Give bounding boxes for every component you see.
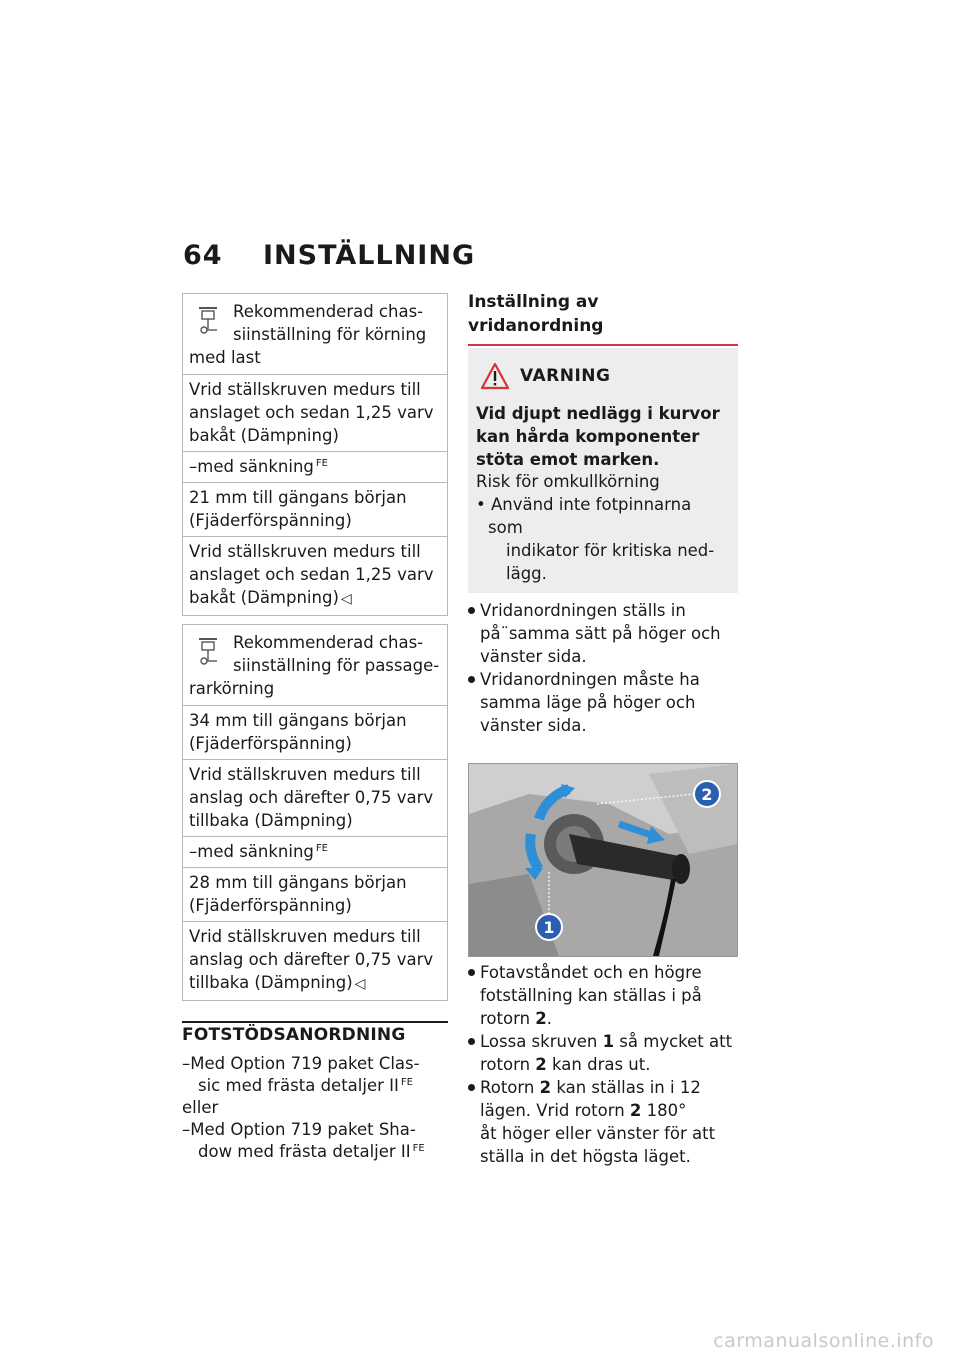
text-line: lägg.: [506, 564, 547, 583]
text-line: –med sänkning: [189, 457, 314, 476]
text-line: –Med Option 719 paket Clas-: [182, 1054, 420, 1073]
text-line: anslag och därefter 0,75 varv: [189, 950, 434, 969]
text-line: kan dras ut.: [546, 1055, 651, 1074]
text-line: Fotavståndet och en högre: [480, 963, 702, 982]
text-line: Vridanordningen ställs in: [480, 601, 686, 620]
text-line: på¨samma sätt på höger och: [480, 624, 721, 643]
end-mark: ◁: [354, 976, 366, 992]
ref-number: 1: [602, 1032, 615, 1051]
spec-head: [183, 294, 447, 374]
text-line: kan ställas in i 12: [551, 1078, 701, 1097]
text-line: indikator för kritiska ned-: [506, 541, 715, 560]
spec-cell: [183, 705, 447, 759]
footrest-photo: [468, 763, 738, 957]
text-line: Vid djupt nedlägg i kurvor: [476, 404, 720, 423]
right-column: [468, 290, 738, 1168]
spec-cell: [183, 451, 447, 482]
spec-block-load: [182, 293, 448, 616]
footnote-mark: FE: [412, 1142, 425, 1154]
warning-head: [476, 362, 730, 390]
text-line: (Fjäderförspänning): [189, 896, 352, 915]
text-line: Vridanordningen måste ha: [480, 670, 700, 689]
option-line: [182, 1053, 448, 1097]
text-line: vänster sida.: [480, 716, 587, 735]
left-column: [182, 293, 448, 1163]
page-header: [183, 240, 475, 271]
text-line: lägen. Vrid rotorn: [480, 1101, 630, 1120]
text-line: • Använd inte fotpinnarna som: [476, 495, 692, 537]
spec-head-line: siinställning för körning: [233, 325, 427, 344]
callout-2: 2: [701, 785, 713, 804]
warning-item: [476, 493, 730, 585]
option-or: eller: [182, 1098, 219, 1117]
warning-triangle-icon: [480, 362, 510, 390]
list-item: [468, 1030, 738, 1076]
text-line: anslag och därefter 0,75 varv: [189, 788, 434, 807]
text-line: .: [546, 1009, 553, 1028]
ref-number: 2: [535, 1055, 547, 1074]
text-line: fotställning kan ställas i på: [480, 986, 702, 1005]
text-line: bakåt (Dämpning): [189, 588, 339, 607]
text-line: vänster sida.: [480, 647, 587, 666]
spec-head-line: Rekommenderad chas-: [233, 302, 424, 321]
tool-icon: [197, 305, 219, 335]
text-line: –med sänkning: [189, 842, 314, 861]
footnote-mark: FE: [315, 842, 328, 854]
bullet-list: [468, 599, 738, 737]
text-line: tillbaka (Dämpning): [189, 973, 353, 992]
section-title: FOTSTÖDSANORDNING: [182, 1025, 406, 1045]
text-line: –Med Option 719 paket Sha-: [182, 1120, 416, 1139]
spec-head: [183, 625, 447, 705]
text-line: stöta emot marken.: [476, 450, 660, 469]
watermark: carmanualsonline.info: [713, 1330, 934, 1352]
section-rule: [182, 1021, 448, 1023]
text-line: (Fjäderförspänning): [189, 511, 352, 530]
spec-head-line: Rekommenderad chas-: [233, 633, 424, 652]
text-line: anslaget och sedan 1,25 varv: [189, 403, 434, 422]
text-line: samma läge på höger och: [480, 693, 696, 712]
spec-block-passenger: [182, 624, 448, 1001]
text-line: Vrid ställskruven medurs till: [189, 765, 421, 784]
text-line: kan hårda komponenter: [476, 427, 700, 446]
text-line: (Fjäderförspänning): [189, 734, 352, 753]
text-line: 28 mm till gängans början: [189, 873, 407, 892]
text-line: sic med frästa detaljer II: [198, 1076, 399, 1095]
sub-title: Inställning av vridanordning: [468, 290, 738, 346]
spec-cell: [183, 921, 447, 1000]
text-line: Lossa skruven: [480, 1032, 603, 1051]
text-line: åt höger eller vänster för att: [480, 1124, 716, 1143]
option-line: [182, 1119, 448, 1163]
warning-box: [468, 348, 738, 593]
warning-label: VARNING: [520, 366, 611, 386]
callout-1: 1: [543, 918, 555, 937]
list-item: [468, 599, 738, 668]
text-line: rotorn: [480, 1009, 536, 1028]
list-item: [468, 668, 738, 737]
text-line: anslaget och sedan 1,25 varv: [189, 565, 434, 584]
page-title: INSTÄLLNING: [263, 240, 476, 271]
text-line: dow med frästa detaljer II: [198, 1142, 411, 1161]
tool-icon: [197, 636, 219, 666]
spec-cell: [183, 836, 447, 867]
text-line: tillbaka (Dämpning): [189, 811, 353, 830]
warning-text: Risk för omkullkörning: [476, 472, 660, 491]
text-line: Rotorn: [480, 1078, 540, 1097]
list-item: [468, 1076, 738, 1168]
text-line: Vrid ställskruven medurs till: [189, 927, 421, 946]
footrest-illustration: [469, 764, 737, 956]
spec-cell: [183, 482, 447, 536]
spec-cell: [183, 759, 447, 836]
spec-head-line: med last: [189, 348, 261, 367]
footnote-mark: FE: [315, 457, 328, 469]
spec-cell: [183, 867, 447, 921]
text-line: ställa in det högsta läget.: [480, 1147, 691, 1166]
spec-head-line: siinställning för passage-: [233, 656, 440, 675]
text-line: bakåt (Dämpning): [189, 426, 339, 445]
text-line: 21 mm till gängans början: [189, 488, 407, 507]
page-number: 64: [183, 240, 223, 271]
spec-head-line: rarkörning: [189, 679, 275, 698]
warning-bold: [476, 402, 730, 471]
options-list: [182, 1053, 448, 1163]
text-line: rotorn: [480, 1055, 536, 1074]
text-line: så mycket att: [614, 1032, 733, 1051]
text-line: Vrid ställskruven medurs till: [189, 380, 421, 399]
ref-number: 2: [535, 1009, 547, 1028]
footnote-mark: FE: [400, 1076, 413, 1088]
ref-number: 2: [629, 1101, 642, 1120]
list-item: [468, 961, 738, 1030]
bullet-list: [468, 961, 738, 1168]
text-line: Vrid ställskruven medurs till: [189, 542, 421, 561]
ref-number: 2: [539, 1078, 552, 1097]
spec-cell: [183, 536, 447, 615]
text-line: 180°: [641, 1101, 687, 1120]
end-mark: ◁: [340, 591, 352, 607]
spec-cell: [183, 374, 447, 451]
text-line: 34 mm till gängans början: [189, 711, 407, 730]
